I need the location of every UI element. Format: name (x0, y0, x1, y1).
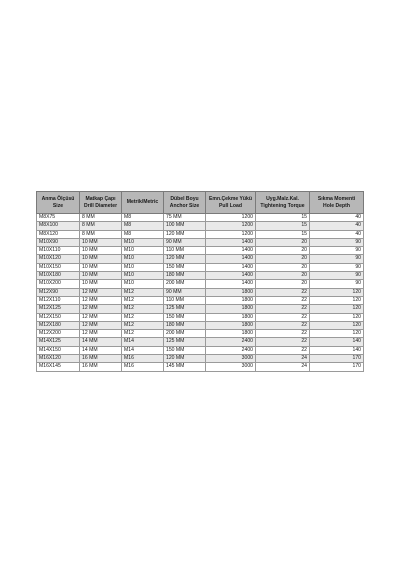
header-row (37, 192, 364, 214)
cell-hole-depth: 120 (310, 321, 364, 329)
cell-anchor-size: 150 MM (164, 263, 206, 271)
table-body (37, 214, 364, 372)
cell-drill-diameter: 10 MM (80, 238, 122, 246)
table-row (37, 346, 364, 354)
cell-hole-depth: 40 (310, 222, 364, 230)
cell-anchor-size: 110 MM (164, 296, 206, 304)
cell-anchor-size: 90 MM (164, 288, 206, 296)
cell-metric: M10 (122, 272, 164, 280)
table-row (37, 247, 364, 255)
cell-pull-load: 1200 (206, 222, 256, 230)
cell-anchor-size: 120 MM (164, 255, 206, 263)
cell-hole-depth: 120 (310, 305, 364, 313)
cell-drill-diameter: 12 MM (80, 330, 122, 338)
cell-drill-diameter: 10 MM (80, 272, 122, 280)
table-row (37, 255, 364, 263)
cell-drill-diameter: 10 MM (80, 255, 122, 263)
cell-drill-diameter: 16 MM (80, 363, 122, 371)
cell-anchor-size: 90 MM (164, 238, 206, 246)
cell-metric: M12 (122, 296, 164, 304)
cell-pull-load: 1800 (206, 305, 256, 313)
cell-metric: M12 (122, 288, 164, 296)
header-metric: Metrik/Metric (122, 192, 164, 214)
cell-hole-depth: 140 (310, 338, 364, 346)
cell-pull-load: 2400 (206, 338, 256, 346)
cell-size: M12X150 (37, 313, 80, 321)
cell-metric: M8 (122, 230, 164, 238)
cell-size: M10X150 (37, 263, 80, 271)
cell-tightening-torque: 20 (256, 263, 310, 271)
cell-metric: M10 (122, 263, 164, 271)
cell-size: M10X90 (37, 238, 80, 246)
cell-metric: M12 (122, 330, 164, 338)
cell-size: M8X120 (37, 230, 80, 238)
cell-tightening-torque: 24 (256, 355, 310, 363)
cell-metric: M16 (122, 355, 164, 363)
cell-tightening-torque: 15 (256, 214, 310, 222)
cell-pull-load: 1200 (206, 230, 256, 238)
cell-anchor-size: 75 MM (164, 214, 206, 222)
cell-metric: M10 (122, 238, 164, 246)
table-row (37, 355, 364, 363)
cell-tightening-torque: 22 (256, 313, 310, 321)
cell-tightening-torque: 22 (256, 296, 310, 304)
spec-sheet (36, 191, 363, 372)
cell-metric: M12 (122, 313, 164, 321)
cell-hole-depth: 120 (310, 330, 364, 338)
cell-pull-load: 2400 (206, 346, 256, 354)
cell-hole-depth: 90 (310, 272, 364, 280)
cell-size: M8X100 (37, 222, 80, 230)
cell-hole-depth: 170 (310, 355, 364, 363)
cell-tightening-torque: 20 (256, 247, 310, 255)
header-size: Anma Ölçüsü Size (37, 192, 80, 214)
cell-anchor-size: 120 MM (164, 355, 206, 363)
table-row (37, 272, 364, 280)
cell-tightening-torque: 20 (256, 238, 310, 246)
header-anchor-size: Dübel Boyu Anchor Size (164, 192, 206, 214)
table-row (37, 305, 364, 313)
cell-anchor-size: 180 MM (164, 272, 206, 280)
cell-anchor-size: 150 MM (164, 346, 206, 354)
cell-size: M16X145 (37, 363, 80, 371)
cell-size: M12X125 (37, 305, 80, 313)
cell-anchor-size: 125 MM (164, 338, 206, 346)
cell-drill-diameter: 12 MM (80, 296, 122, 304)
cell-metric: M14 (122, 346, 164, 354)
header-drill-diameter: Matkap Çapı Drill Diameter (80, 192, 122, 214)
header-hole-depth: Sıkma Momenti Hole Depth (310, 192, 364, 214)
table-row (37, 321, 364, 329)
cell-hole-depth: 120 (310, 313, 364, 321)
table-row (37, 363, 364, 371)
cell-pull-load: 1800 (206, 321, 256, 329)
table-row (37, 214, 364, 222)
cell-tightening-torque: 22 (256, 305, 310, 313)
cell-hole-depth: 170 (310, 363, 364, 371)
cell-drill-diameter: 10 MM (80, 280, 122, 288)
cell-drill-diameter: 16 MM (80, 355, 122, 363)
cell-tightening-torque: 24 (256, 363, 310, 371)
cell-metric: M10 (122, 280, 164, 288)
table-row (37, 313, 364, 321)
cell-pull-load: 1400 (206, 280, 256, 288)
cell-tightening-torque: 20 (256, 255, 310, 263)
table-row (37, 222, 364, 230)
cell-anchor-size: 150 MM (164, 313, 206, 321)
cell-size: M12X110 (37, 296, 80, 304)
table-row (37, 238, 364, 246)
table-row (37, 330, 364, 338)
cell-size: M14X125 (37, 338, 80, 346)
cell-drill-diameter: 8 MM (80, 214, 122, 222)
cell-drill-diameter: 12 MM (80, 288, 122, 296)
cell-hole-depth: 90 (310, 247, 364, 255)
cell-anchor-size: 180 MM (164, 321, 206, 329)
anchor-spec-table (36, 191, 364, 372)
cell-metric: M16 (122, 363, 164, 371)
cell-drill-diameter: 14 MM (80, 346, 122, 354)
cell-anchor-size: 145 MM (164, 363, 206, 371)
cell-size: M10X180 (37, 272, 80, 280)
cell-hole-depth: 40 (310, 214, 364, 222)
cell-hole-depth: 90 (310, 263, 364, 271)
cell-pull-load: 1800 (206, 313, 256, 321)
table-row (37, 296, 364, 304)
table-row (37, 288, 364, 296)
cell-anchor-size: 200 MM (164, 280, 206, 288)
cell-metric: M10 (122, 255, 164, 263)
cell-drill-diameter: 12 MM (80, 313, 122, 321)
cell-drill-diameter: 12 MM (80, 321, 122, 329)
cell-drill-diameter: 14 MM (80, 338, 122, 346)
table-row (37, 263, 364, 271)
cell-drill-diameter: 8 MM (80, 230, 122, 238)
cell-anchor-size: 125 MM (164, 305, 206, 313)
cell-hole-depth: 120 (310, 296, 364, 304)
cell-hole-depth: 140 (310, 346, 364, 354)
cell-pull-load: 1400 (206, 255, 256, 263)
cell-pull-load: 1400 (206, 238, 256, 246)
table-header (37, 192, 364, 214)
cell-drill-diameter: 10 MM (80, 263, 122, 271)
cell-tightening-torque: 20 (256, 272, 310, 280)
cell-anchor-size: 120 MM (164, 230, 206, 238)
cell-pull-load: 1800 (206, 330, 256, 338)
cell-size: M10X110 (37, 247, 80, 255)
cell-tightening-torque: 22 (256, 330, 310, 338)
cell-hole-depth: 90 (310, 255, 364, 263)
cell-anchor-size: 200 MM (164, 330, 206, 338)
cell-pull-load: 1400 (206, 247, 256, 255)
cell-size: M12X200 (37, 330, 80, 338)
cell-pull-load: 1800 (206, 296, 256, 304)
cell-metric: M8 (122, 214, 164, 222)
cell-hole-depth: 90 (310, 280, 364, 288)
cell-drill-diameter: 10 MM (80, 247, 122, 255)
cell-size: M10X200 (37, 280, 80, 288)
cell-pull-load: 1400 (206, 263, 256, 271)
cell-size: M16X120 (37, 355, 80, 363)
cell-size: M10X120 (37, 255, 80, 263)
cell-tightening-torque: 15 (256, 222, 310, 230)
cell-metric: M12 (122, 321, 164, 329)
table-row (37, 230, 364, 238)
header-pull-load: Emn.Çekme Yükü Pull Load (206, 192, 256, 214)
cell-metric: M8 (122, 222, 164, 230)
table-row (37, 280, 364, 288)
cell-anchor-size: 110 MM (164, 247, 206, 255)
cell-pull-load: 1400 (206, 272, 256, 280)
cell-drill-diameter: 8 MM (80, 222, 122, 230)
cell-tightening-torque: 22 (256, 288, 310, 296)
cell-tightening-torque: 22 (256, 346, 310, 354)
cell-hole-depth: 120 (310, 288, 364, 296)
cell-hole-depth: 90 (310, 238, 364, 246)
cell-size: M8X75 (37, 214, 80, 222)
cell-pull-load: 3000 (206, 355, 256, 363)
cell-tightening-torque: 22 (256, 338, 310, 346)
header-tightening-torque: Uyg.Malz.Kal. Tightening Torque (256, 192, 310, 214)
cell-pull-load: 1200 (206, 214, 256, 222)
cell-hole-depth: 40 (310, 230, 364, 238)
cell-tightening-torque: 22 (256, 321, 310, 329)
cell-metric: M12 (122, 305, 164, 313)
cell-tightening-torque: 20 (256, 280, 310, 288)
cell-pull-load: 3000 (206, 363, 256, 371)
cell-metric: M10 (122, 247, 164, 255)
cell-pull-load: 1800 (206, 288, 256, 296)
cell-tightening-torque: 15 (256, 230, 310, 238)
cell-metric: M14 (122, 338, 164, 346)
cell-size: M12X90 (37, 288, 80, 296)
table-row (37, 338, 364, 346)
cell-size: M14X150 (37, 346, 80, 354)
cell-drill-diameter: 12 MM (80, 305, 122, 313)
cell-size: M12X180 (37, 321, 80, 329)
cell-anchor-size: 100 MM (164, 222, 206, 230)
